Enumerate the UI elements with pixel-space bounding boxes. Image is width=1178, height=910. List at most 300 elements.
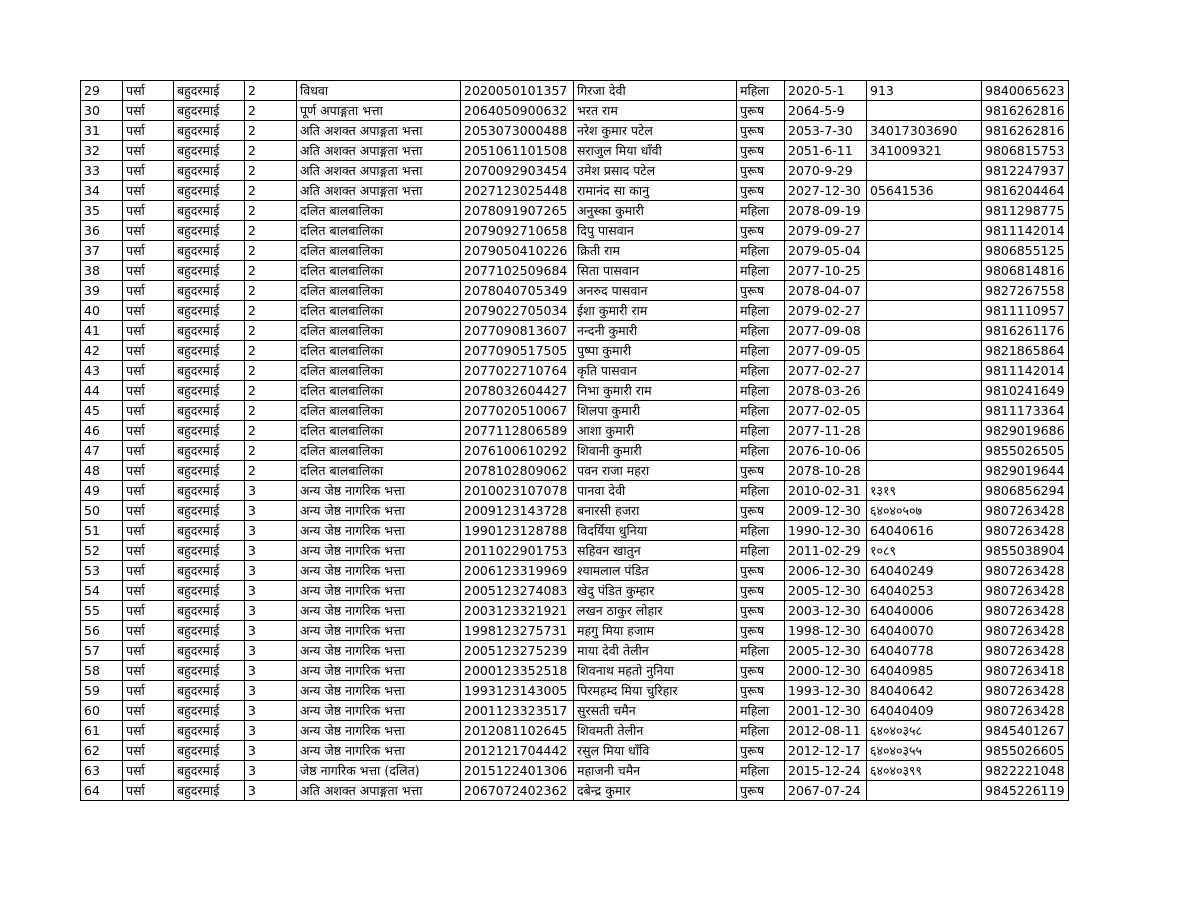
- cell-gender: महिला: [737, 361, 785, 381]
- table-row: [81, 721, 1069, 741]
- cell-municipality: बहुदरमाई: [174, 361, 245, 381]
- cell-allowance-type: अन्य जेष्ठ नागरिक भत्ता: [297, 541, 461, 561]
- cell-ward: 2: [245, 81, 297, 101]
- cell-citizenship-no: [867, 341, 982, 361]
- cell-district: पर्सा: [123, 101, 174, 121]
- cell-name: दबेन्द्र कुमार: [574, 781, 737, 801]
- table-row: [81, 421, 1069, 441]
- cell-name: शिलपा कुमारी: [574, 401, 737, 421]
- cell-allowance-type: दलित बालबालिका: [297, 361, 461, 381]
- cell-allowance-type: विधवा: [297, 81, 461, 101]
- cell-sn: 62: [81, 741, 123, 761]
- cell-id-no: 2053073000488: [461, 121, 574, 141]
- cell-district: पर्सा: [123, 441, 174, 461]
- cell-municipality: बहुदरमाई: [174, 321, 245, 341]
- table-row: [81, 181, 1069, 201]
- cell-municipality: बहुदरमाई: [174, 721, 245, 741]
- cell-district: पर्सा: [123, 241, 174, 261]
- cell-id-no: 2070092903454: [461, 161, 574, 181]
- table-row: [81, 201, 1069, 221]
- cell-id-no: 2020050101357: [461, 81, 574, 101]
- cell-phone: 9807263428: [982, 561, 1069, 581]
- cell-phone: 9816262816: [982, 121, 1069, 141]
- cell-birth-date: 2010-02-31: [785, 481, 867, 501]
- cell-name: सिता पासवान: [574, 261, 737, 281]
- cell-id-no: 2078102809062: [461, 461, 574, 481]
- cell-citizenship-no: 64040070: [867, 621, 982, 641]
- cell-citizenship-no: [867, 381, 982, 401]
- cell-birth-date: 2067-07-24: [785, 781, 867, 801]
- cell-municipality: बहुदरमाई: [174, 541, 245, 561]
- cell-allowance-type: अति अशक्त अपाङ्गता भत्ता: [297, 181, 461, 201]
- cell-district: पर्सा: [123, 681, 174, 701]
- cell-allowance-type: दलित बालबालिका: [297, 401, 461, 421]
- cell-gender: महिला: [737, 521, 785, 541]
- cell-district: पर्सा: [123, 381, 174, 401]
- cell-phone: 9845226119: [982, 781, 1069, 801]
- cell-id-no: 2003123321921: [461, 601, 574, 621]
- cell-allowance-type: अन्य जेष्ठ नागरिक भत्ता: [297, 701, 461, 721]
- cell-district: पर्सा: [123, 321, 174, 341]
- cell-allowance-type: अन्य जेष्ठ नागरिक भत्ता: [297, 721, 461, 741]
- cell-id-no: 2010023107078: [461, 481, 574, 501]
- cell-municipality: बहुदरमाई: [174, 561, 245, 581]
- cell-ward: 2: [245, 261, 297, 281]
- cell-birth-date: 2077-10-25: [785, 261, 867, 281]
- cell-ward: 3: [245, 481, 297, 501]
- cell-municipality: बहुदरमाई: [174, 221, 245, 241]
- cell-sn: 51: [81, 521, 123, 541]
- cell-name: उमेश प्रसाद पटेल: [574, 161, 737, 181]
- cell-phone: 9807263428: [982, 681, 1069, 701]
- cell-birth-date: 2078-04-07: [785, 281, 867, 301]
- cell-allowance-type: अन्य जेष्ठ नागरिक भत्ता: [297, 681, 461, 701]
- cell-gender: महिला: [737, 261, 785, 281]
- cell-birth-date: 1990-12-30: [785, 521, 867, 541]
- cell-phone: 9855038904: [982, 541, 1069, 561]
- cell-ward: 2: [245, 281, 297, 301]
- cell-district: पर्सा: [123, 781, 174, 801]
- cell-name: कृति पासवान: [574, 361, 737, 381]
- cell-sn: 56: [81, 621, 123, 641]
- cell-district: पर्सा: [123, 561, 174, 581]
- table-row: [81, 681, 1069, 701]
- cell-gender: महिला: [737, 541, 785, 561]
- cell-gender: महिला: [737, 241, 785, 261]
- cell-birth-date: 2078-09-19: [785, 201, 867, 221]
- cell-sn: 47: [81, 441, 123, 461]
- cell-name: पुष्पा कुमारी: [574, 341, 737, 361]
- cell-id-no: 2077112806589: [461, 421, 574, 441]
- cell-gender: महिला: [737, 301, 785, 321]
- cell-allowance-type: दलित बालबालिका: [297, 221, 461, 241]
- cell-id-no: 2079050410226: [461, 241, 574, 261]
- cell-allowance-type: अन्य जेष्ठ नागरिक भत्ता: [297, 581, 461, 601]
- cell-ward: 2: [245, 381, 297, 401]
- cell-allowance-type: अति अशक्त अपाङ्गता भत्ता: [297, 141, 461, 161]
- cell-id-no: 2015122401306: [461, 761, 574, 781]
- cell-district: पर्सा: [123, 741, 174, 761]
- cell-sn: 60: [81, 701, 123, 721]
- cell-allowance-type: अन्य जेष्ठ नागरिक भत्ता: [297, 641, 461, 661]
- table-row: [81, 101, 1069, 121]
- cell-municipality: बहुदरमाई: [174, 261, 245, 281]
- cell-district: पर्सा: [123, 721, 174, 741]
- cell-ward: 2: [245, 241, 297, 261]
- cell-sn: 54: [81, 581, 123, 601]
- cell-citizenship-no: [867, 301, 982, 321]
- cell-gender: महिला: [737, 421, 785, 441]
- cell-sn: 38: [81, 261, 123, 281]
- cell-sn: 49: [81, 481, 123, 501]
- cell-birth-date: 2079-02-27: [785, 301, 867, 321]
- cell-citizenship-no: [867, 101, 982, 121]
- cell-name: पिरमहम्द मिया चुरिहार: [574, 681, 737, 701]
- cell-allowance-type: दलित बालबालिका: [297, 321, 461, 341]
- cell-phone: 9806815753: [982, 141, 1069, 161]
- cell-gender: महिला: [737, 321, 785, 341]
- cell-birth-date: 2000-12-30: [785, 661, 867, 681]
- cell-id-no: 2027123025448: [461, 181, 574, 201]
- cell-gender: महिला: [737, 441, 785, 461]
- cell-sn: 63: [81, 761, 123, 781]
- table-row: [81, 561, 1069, 581]
- cell-district: पर्सा: [123, 361, 174, 381]
- cell-municipality: बहुदरमाई: [174, 741, 245, 761]
- cell-id-no: 2079022705034: [461, 301, 574, 321]
- cell-phone: 9816262816: [982, 101, 1069, 121]
- cell-allowance-type: अन्य जेष्ठ नागरिक भत्ता: [297, 521, 461, 541]
- cell-sn: 48: [81, 461, 123, 481]
- cell-birth-date: 2077-02-27: [785, 361, 867, 381]
- cell-citizenship-no: 341009321: [867, 141, 982, 161]
- cell-birth-date: 2078-03-26: [785, 381, 867, 401]
- cell-allowance-type: अन्य जेष्ठ नागरिक भत्ता: [297, 601, 461, 621]
- cell-municipality: बहुदरमाई: [174, 141, 245, 161]
- cell-citizenship-no: [867, 461, 982, 481]
- cell-municipality: बहुदरमाई: [174, 81, 245, 101]
- cell-municipality: बहुदरमाई: [174, 481, 245, 501]
- cell-ward: 3: [245, 521, 297, 541]
- cell-gender: पुरूष: [737, 621, 785, 641]
- cell-name: अनुस्का कुमारी: [574, 201, 737, 221]
- cell-allowance-type: दलित बालबालिका: [297, 261, 461, 281]
- cell-birth-date: 2077-02-05: [785, 401, 867, 421]
- cell-gender: पुरूष: [737, 281, 785, 301]
- cell-municipality: बहुदरमाई: [174, 701, 245, 721]
- cell-citizenship-no: ६४०४०३९९: [867, 761, 982, 781]
- cell-birth-date: 2015-12-24: [785, 761, 867, 781]
- cell-sn: 41: [81, 321, 123, 341]
- cell-district: पर्सा: [123, 401, 174, 421]
- cell-citizenship-no: १३१९: [867, 481, 982, 501]
- cell-municipality: बहुदरमाई: [174, 461, 245, 481]
- table-row: [81, 321, 1069, 341]
- cell-birth-date: 2005-12-30: [785, 581, 867, 601]
- table-row: [81, 381, 1069, 401]
- cell-municipality: बहुदरमाई: [174, 621, 245, 641]
- cell-municipality: बहुदरमाई: [174, 161, 245, 181]
- cell-id-no: 2079092710658: [461, 221, 574, 241]
- cell-id-no: 2012081102645: [461, 721, 574, 741]
- cell-allowance-type: दलित बालबालिका: [297, 301, 461, 321]
- cell-sn: 33: [81, 161, 123, 181]
- cell-allowance-type: अति अशक्त अपाङ्गता भत्ता: [297, 121, 461, 141]
- cell-municipality: बहुदरमाई: [174, 121, 245, 141]
- cell-municipality: बहुदरमाई: [174, 761, 245, 781]
- cell-district: पर्सा: [123, 141, 174, 161]
- table-row: [81, 541, 1069, 561]
- cell-name: महाजनी चमैन: [574, 761, 737, 781]
- cell-id-no: 2011022901753: [461, 541, 574, 561]
- cell-ward: 3: [245, 621, 297, 641]
- cell-id-no: 2077090813607: [461, 321, 574, 341]
- cell-name: शिवनाथ महतो नुनिया: [574, 661, 737, 681]
- cell-gender: पुरूष: [737, 121, 785, 141]
- cell-birth-date: 1993-12-30: [785, 681, 867, 701]
- cell-ward: 3: [245, 561, 297, 581]
- table-row: [81, 781, 1069, 801]
- cell-citizenship-no: ६४०४०३५५: [867, 741, 982, 761]
- cell-ward: 3: [245, 581, 297, 601]
- table-row: [81, 501, 1069, 521]
- cell-citizenship-no: १०८९: [867, 541, 982, 561]
- cell-name: गिरजा देवी: [574, 81, 737, 101]
- cell-sn: 45: [81, 401, 123, 421]
- cell-citizenship-no: 64040616: [867, 521, 982, 541]
- table-row: [81, 281, 1069, 301]
- cell-name: आशा कुमारी: [574, 421, 737, 441]
- cell-gender: पुरूष: [737, 221, 785, 241]
- cell-sn: 34: [81, 181, 123, 201]
- cell-citizenship-no: ६४०४०५०७: [867, 501, 982, 521]
- cell-phone: 9807263428: [982, 581, 1069, 601]
- cell-ward: 3: [245, 761, 297, 781]
- cell-district: पर्सा: [123, 521, 174, 541]
- cell-phone: 9840065623: [982, 81, 1069, 101]
- cell-phone: 9821865864: [982, 341, 1069, 361]
- table-row: [81, 441, 1069, 461]
- cell-citizenship-no: 05641536: [867, 181, 982, 201]
- cell-birth-date: 2064-5-9: [785, 101, 867, 121]
- cell-sn: 50: [81, 501, 123, 521]
- cell-ward: 2: [245, 101, 297, 121]
- cell-citizenship-no: [867, 221, 982, 241]
- cell-birth-date: 2005-12-30: [785, 641, 867, 661]
- cell-gender: महिला: [737, 721, 785, 741]
- cell-birth-date: 2077-09-05: [785, 341, 867, 361]
- cell-municipality: बहुदरमाई: [174, 201, 245, 221]
- cell-phone: 9811110957: [982, 301, 1069, 321]
- cell-birth-date: 2070-9-29: [785, 161, 867, 181]
- cell-id-no: 2078091907265: [461, 201, 574, 221]
- cell-birth-date: 2078-10-28: [785, 461, 867, 481]
- cell-phone: 9807263428: [982, 641, 1069, 661]
- cell-citizenship-no: [867, 281, 982, 301]
- cell-allowance-type: अन्य जेष्ठ नागरिक भत्ता: [297, 661, 461, 681]
- cell-ward: 3: [245, 781, 297, 801]
- cell-phone: 9829019644: [982, 461, 1069, 481]
- cell-citizenship-no: [867, 421, 982, 441]
- cell-phone: 9811298775: [982, 201, 1069, 221]
- cell-birth-date: 2003-12-30: [785, 601, 867, 621]
- cell-phone: 9811173364: [982, 401, 1069, 421]
- table-row: [81, 301, 1069, 321]
- cell-birth-date: 2077-09-08: [785, 321, 867, 341]
- cell-citizenship-no: 64040985: [867, 661, 982, 681]
- cell-phone: 9807263428: [982, 601, 1069, 621]
- cell-id-no: 2005123275239: [461, 641, 574, 661]
- cell-id-no: 2077090517505: [461, 341, 574, 361]
- cell-municipality: बहुदरमाई: [174, 421, 245, 441]
- cell-municipality: बहुदरमाई: [174, 781, 245, 801]
- cell-allowance-type: दलित बालबालिका: [297, 421, 461, 441]
- cell-sn: 30: [81, 101, 123, 121]
- cell-allowance-type: अन्य जेष्ठ नागरिक भत्ता: [297, 481, 461, 501]
- cell-name: पानवा देवी: [574, 481, 737, 501]
- cell-sn: 36: [81, 221, 123, 241]
- cell-id-no: 2077102509684: [461, 261, 574, 281]
- table-row: [81, 121, 1069, 141]
- cell-id-no: 2077022710764: [461, 361, 574, 381]
- cell-birth-date: 2012-08-11: [785, 721, 867, 741]
- cell-ward: 2: [245, 361, 297, 381]
- cell-municipality: बहुदरमाई: [174, 501, 245, 521]
- cell-name: ईशा कुमारी राम: [574, 301, 737, 321]
- table-row: [81, 241, 1069, 261]
- cell-district: पर्सा: [123, 301, 174, 321]
- table-row: [81, 481, 1069, 501]
- cell-birth-date: 2020-5-1: [785, 81, 867, 101]
- table-row: [81, 701, 1069, 721]
- cell-district: पर्सा: [123, 641, 174, 661]
- cell-allowance-type: अन्य जेष्ठ नागरिक भत्ता: [297, 741, 461, 761]
- table-row: [81, 521, 1069, 541]
- cell-district: पर्सा: [123, 761, 174, 781]
- cell-municipality: बहुदरमाई: [174, 341, 245, 361]
- cell-name: खेदु पंडित कुम्हार: [574, 581, 737, 601]
- cell-phone: 9811142014: [982, 361, 1069, 381]
- cell-ward: 3: [245, 641, 297, 661]
- cell-name: भरत राम: [574, 101, 737, 121]
- table-row: [81, 81, 1069, 101]
- cell-sn: 53: [81, 561, 123, 581]
- cell-sn: 39: [81, 281, 123, 301]
- cell-name: अनरुद पासवान: [574, 281, 737, 301]
- cell-id-no: 2067072402362: [461, 781, 574, 801]
- cell-birth-date: 2053-7-30: [785, 121, 867, 141]
- cell-id-no: 2051061101508: [461, 141, 574, 161]
- cell-ward: 3: [245, 741, 297, 761]
- cell-name: निभा कुमारी राम: [574, 381, 737, 401]
- cell-district: पर्सा: [123, 161, 174, 181]
- cell-citizenship-no: 64040253: [867, 581, 982, 601]
- cell-sn: 57: [81, 641, 123, 661]
- cell-district: पर्सा: [123, 601, 174, 621]
- cell-allowance-type: अति अशक्त अपाङ्गता भत्ता: [297, 161, 461, 181]
- table-row: [81, 601, 1069, 621]
- cell-district: पर्सा: [123, 621, 174, 641]
- cell-sn: 29: [81, 81, 123, 101]
- cell-phone: 9816261176: [982, 321, 1069, 341]
- cell-id-no: 1998123275731: [461, 621, 574, 641]
- cell-name: सुरसती चमैन: [574, 701, 737, 721]
- cell-id-no: 2006123319969: [461, 561, 574, 581]
- cell-gender: पुरूष: [737, 581, 785, 601]
- cell-allowance-type: पूर्ण अपाङ्गता भत्ता: [297, 101, 461, 121]
- cell-gender: महिला: [737, 641, 785, 661]
- cell-allowance-type: दलित बालबालिका: [297, 281, 461, 301]
- cell-municipality: बहुदरमाई: [174, 661, 245, 681]
- cell-gender: पुरूष: [737, 741, 785, 761]
- cell-district: पर्सा: [123, 341, 174, 361]
- cell-phone: 9855026605: [982, 741, 1069, 761]
- cell-allowance-type: अति अशक्त अपाङ्गता भत्ता: [297, 781, 461, 801]
- table-row: [81, 461, 1069, 481]
- cell-phone: 9822221048: [982, 761, 1069, 781]
- cell-district: पर्सा: [123, 701, 174, 721]
- cell-district: पर्सा: [123, 581, 174, 601]
- cell-birth-date: 2051-6-11: [785, 141, 867, 161]
- cell-ward: 3: [245, 601, 297, 621]
- cell-ward: 2: [245, 301, 297, 321]
- table-row: [81, 641, 1069, 661]
- cell-district: पर्सा: [123, 281, 174, 301]
- cell-name: रसुल मिया धाँवि: [574, 741, 737, 761]
- cell-name: श्यामलाल पंडित: [574, 561, 737, 581]
- table-row: [81, 401, 1069, 421]
- cell-gender: महिला: [737, 481, 785, 501]
- cell-phone: 9807263428: [982, 521, 1069, 541]
- cell-phone: 9816204464: [982, 181, 1069, 201]
- cell-sn: 37: [81, 241, 123, 261]
- cell-allowance-type: अन्य जेष्ठ नागरिक भत्ता: [297, 501, 461, 521]
- cell-birth-date: 2001-12-30: [785, 701, 867, 721]
- cell-citizenship-no: 64040778: [867, 641, 982, 661]
- cell-ward: 2: [245, 321, 297, 341]
- cell-allowance-type: दलित बालबालिका: [297, 341, 461, 361]
- cell-ward: 2: [245, 401, 297, 421]
- cell-birth-date: 2079-05-04: [785, 241, 867, 261]
- cell-citizenship-no: [867, 781, 982, 801]
- cell-ward: 2: [245, 141, 297, 161]
- cell-gender: महिला: [737, 81, 785, 101]
- cell-citizenship-no: [867, 241, 982, 261]
- cell-phone: 9806814816: [982, 261, 1069, 281]
- cell-citizenship-no: 64040249: [867, 561, 982, 581]
- cell-phone: 9811142014: [982, 221, 1069, 241]
- cell-name: शिवानी कुमारी: [574, 441, 737, 461]
- table-row: [81, 581, 1069, 601]
- cell-sn: 52: [81, 541, 123, 561]
- cell-district: पर्सा: [123, 501, 174, 521]
- table-row: [81, 361, 1069, 381]
- cell-id-no: 2076100610292: [461, 441, 574, 461]
- cell-gender: पुरूष: [737, 501, 785, 521]
- cell-district: पर्सा: [123, 121, 174, 141]
- cell-allowance-type: दलित बालबालिका: [297, 241, 461, 261]
- cell-ward: 2: [245, 441, 297, 461]
- cell-gender: पुरूष: [737, 561, 785, 581]
- cell-municipality: बहुदरमाई: [174, 401, 245, 421]
- cell-phone: 9807263428: [982, 501, 1069, 521]
- cell-allowance-type: दलित बालबालिका: [297, 201, 461, 221]
- cell-name: माया देवी तेलीन: [574, 641, 737, 661]
- table-row: [81, 261, 1069, 281]
- cell-gender: पुरूष: [737, 461, 785, 481]
- cell-birth-date: 2076-10-06: [785, 441, 867, 461]
- cell-ward: 2: [245, 121, 297, 141]
